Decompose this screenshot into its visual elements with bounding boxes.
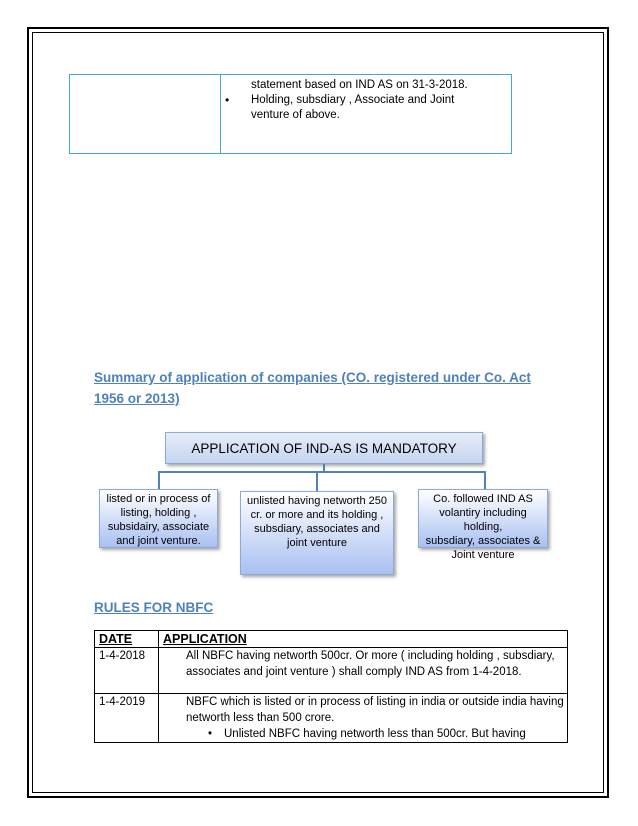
nbfc-heading: RULES FOR NBFC	[94, 600, 214, 615]
summary-heading-line2: 1956 or 2013)	[94, 391, 180, 406]
row-application	[159, 694, 568, 743]
row-date: 1-4-2019	[95, 694, 159, 743]
table-row	[95, 694, 568, 743]
diagram-child-listed	[99, 489, 218, 548]
diagram-child-line: joint venture	[287, 537, 347, 549]
diagram-child-line: listed or in process of	[106, 493, 211, 505]
diagram-connector-left	[158, 471, 160, 489]
diagram-connector-horizontal	[158, 471, 486, 473]
diagram-child-line: and joint venture.	[116, 535, 201, 547]
header-application: APPLICATION	[159, 631, 568, 648]
table-row	[95, 648, 568, 694]
row-application-line: associates and joint venture ) shall comply IND AS from 1-4-2018.	[186, 666, 522, 678]
diagram-connector-right	[484, 471, 486, 489]
continuation-table-empty-cell	[70, 75, 221, 153]
diagram-child-line: subsdiary, associates &	[425, 535, 541, 547]
diagram-child-line: Joint venture	[451, 549, 515, 561]
diagram-child-voluntary	[418, 489, 548, 561]
row-application-line: networth less than 500 crore.	[186, 712, 335, 724]
row-application-line: All NBFC having networth 500cr. Or more ( including holding , subsdiary,	[186, 650, 555, 662]
summary-heading	[94, 367, 564, 409]
header-date: DATE	[95, 631, 159, 648]
summary-heading-line1: Summary of application of companies (CO. registered under Co. Act	[94, 370, 531, 385]
diagram-child-line: unlisted having networth 250	[246, 495, 388, 507]
row-application-line: NBFC which is listed or in process of listing in india or outside india having	[186, 696, 564, 708]
diagram-child-line: Co. followed IND AS	[433, 493, 533, 505]
diagram-child-line: subsdiary, associates and	[254, 523, 380, 535]
diagram-child-line: volantiry including holding,	[439, 507, 527, 533]
diagram-child-line: listing, holding ,	[120, 507, 197, 519]
row-application-bullet: • Unlisted NBFC having networth less than 500cr. But having	[208, 726, 567, 742]
diagram-root-box	[165, 432, 483, 464]
diagram-connector-middle	[316, 471, 318, 491]
continuation-table	[69, 74, 512, 154]
row-application	[159, 648, 568, 694]
diagram-child-unlisted	[240, 491, 394, 575]
continuation-bullet-line: • Holding, subsdiary , Associate and Joint	[239, 93, 511, 108]
continuation-table-text-cell	[221, 75, 511, 153]
diagram-child-line: subsidairy, associate	[107, 521, 210, 533]
diagram-root-label: APPLICATION OF IND-AS IS MANDATORY	[191, 440, 457, 456]
table-header-row	[95, 631, 568, 648]
row-date: 1-4-2018	[95, 648, 159, 694]
continuation-line: statement based on IND AS on 31-3-2018.	[251, 79, 468, 91]
nbfc-rules-table	[94, 630, 568, 743]
continuation-bullet-line-cont: venture of above.	[251, 109, 340, 121]
diagram-child-line: cr. or more and its holding ,	[250, 509, 384, 521]
